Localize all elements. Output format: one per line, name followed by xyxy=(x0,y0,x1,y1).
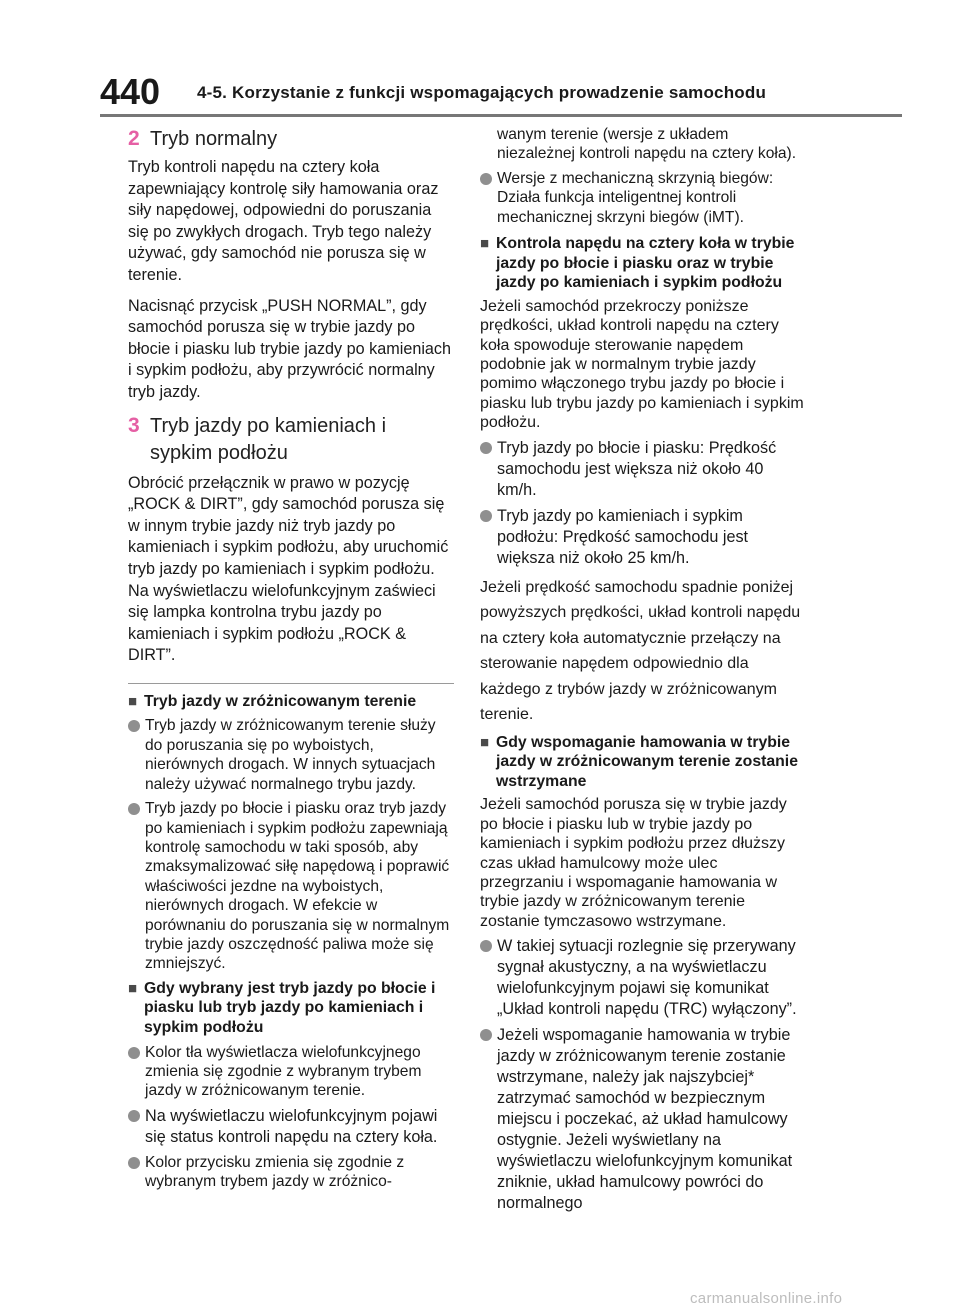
list-item-text: Tryb jazdy po błocie i piasku: Prędkość samochodu jest większa niż około 40 km/h. xyxy=(497,438,777,499)
section-paragraph: Jeżeli samochód przekroczy poniższe prędkości, układ kontroli napędu na cztery koła spowoduje sterowanie napędem podobnie jak w normalnym trybie jazdy pomimo włączonego trybu jazdy po błocie i piasku lub trybu jazdy po kamieniach i sypkim podłożu. xyxy=(480,297,804,432)
list-item-text: Na wyświetlaczu wielofunkcyjnym pojawi się status kontroli napędu na cztery koła. xyxy=(145,1106,438,1146)
list-item xyxy=(128,716,454,794)
list-item-text: Jeżeli wspomaganie hamowania w trybie jazdy w zróżnicowanym terenie zostanie wstrzymane, należy jak najszybciej* zatrzymać samochód w bezpiecznym miejscu i poczekać, aż układ hamulcowy ostygnie. Jeżeli wyświetlany na wyświetlaczu wielofunkcyjnym komunikat zniknie, układ hamulcowy powróci do normalnego xyxy=(497,1026,793,1213)
list-item xyxy=(480,438,804,501)
square-marker-icon: ■ xyxy=(128,979,138,997)
step-3-paragraph: Obrócić przełącznik w prawo w pozycję „ROCK & DIRT”, gdy samochód porusza się w innym trybie jazdy niż tryb jazdy po kamieniach i sypkim podłożu, aby uruchomić tryb jazdy po kamieniach i sypkim podłożu. Na wyświetlaczu wielofunkcyjnym zaświeci się lampka kontrolna trybu jazdy po kamieniach i sypkim podłożu „ROCK & DIRT”. xyxy=(128,473,449,665)
list-item xyxy=(480,936,804,1020)
section-heading-text: Kontrola napędu na cztery koła w trybie jazdy po błocie i piasku oraz w trybie jazdy po kamieniach i sypkim podłożu xyxy=(496,235,795,292)
bullet-dot-icon xyxy=(128,1047,140,1059)
bullet-dot-icon xyxy=(480,940,492,952)
section-paragraph: Jeżeli samochód porusza się w trybie jazdy po błocie i piasku lub w trybie jazdy po kamieniach i sypkim podłożu przez dłuższy czas układ hamulcowy może ulec przegrzaniu i wspomaganie hamowania w trybie jazdy w zróżnicowanym terenie zostanie tymczasowo wstrzymane. xyxy=(480,796,787,930)
section-heading xyxy=(128,692,454,712)
chapter-title: 4-5. Korzystanie z funkcji wspomagających prowadzenie samochodu xyxy=(197,83,767,102)
bullet-dot-icon xyxy=(480,173,492,185)
step-3-heading xyxy=(128,413,454,467)
list-item-text: Wersje z mechaniczną skrzynią biegów: Działa funkcja inteligentnej kontroli mechanicznej skrzyni biegów (iMT). xyxy=(497,169,774,226)
bullet-dot-icon xyxy=(128,1157,140,1169)
step-2-paragraph-1: Tryb kontroli napędu na cztery koła zapewniający kontrolę siły hamowania oraz siły napędowej, odpowiedni do poruszania się po zwykłych drogach. Tryb tego należy używać, gdy samochód nie porusza się w terenie. xyxy=(128,158,439,284)
list-item xyxy=(480,506,804,569)
left-column xyxy=(128,122,454,1192)
section-heading-text: Gdy wybrany jest tryb jazdy po błocie i piasku lub tryb jazdy po kamieniach i sypkim podłożu xyxy=(144,979,436,1036)
list-item-text: Tryb jazdy w zróżnicowanym terenie służy do poruszania się po wyboistych, nierównych drogach. W innych sytuacjach należy używać normalnego trybu jazdy. xyxy=(145,717,436,793)
list-item xyxy=(480,1025,804,1214)
right-column xyxy=(480,125,804,1214)
page-number: 440 xyxy=(100,71,161,112)
list-item xyxy=(128,799,454,974)
section-heading-text: Gdy wspomaganie hamowania w trybie jazdy w zróżnicowanym terenie zostanie wstrzymane xyxy=(496,733,798,790)
step-2-heading xyxy=(128,126,454,153)
list-item xyxy=(480,169,804,227)
bullet-dot-icon xyxy=(480,442,492,454)
continued-text: wanym terenie (wersje z układem niezależnej kontroli napędu na cztery koła). xyxy=(497,126,797,163)
list-item xyxy=(128,1153,454,1192)
section-heading xyxy=(480,234,804,293)
section-heading xyxy=(480,733,804,792)
bullet-dot-icon xyxy=(128,803,140,815)
watermark: carmanualsonline.info xyxy=(690,1290,843,1307)
section-paragraph: Jeżeli prędkość samochodu spadnie poniżej powyższych prędkości, układ kontroli napędu na cztery koła automatycznie przełączy na sterowanie napędem odpowiednio dla każdego z trybów jazdy w zróżnicowanym terenie. xyxy=(480,578,801,724)
bullet-dot-icon xyxy=(128,1110,140,1122)
list-item xyxy=(128,1106,454,1148)
list-item-text: Tryb jazdy po błocie i piasku oraz tryb jazdy po kamieniach i sypkim podłożu zapewniają kontrolę samochodu w taki sposób, aby zmaksymalizować siłę napędową i poprawić właściwości jezdne na wyboistych, nierównych drogach. W efekcie w porównaniu do poruszania się w normalnym trybie jazdy oszczędność paliwa może się zmniejszyć. xyxy=(145,800,450,973)
square-marker-icon: ■ xyxy=(480,235,490,253)
list-item-text: Kolor przycisku zmienia się zgodnie z wybranym trybem jazdy w zróżnico- xyxy=(145,1153,405,1191)
bullet-dot-icon xyxy=(128,720,140,732)
list-item-text: Kolor tła wyświetlacza wielofunkcyjnego zmienia się zgodnie z wybranym trybem jazdy w zróżnicowanym terenie. xyxy=(145,1043,422,1100)
step-2-paragraph-2: Nacisnąć przycisk „PUSH NORMAL”, gdy samochód porusza się w trybie jazdy po błocie i piasku lub trybie jazdy po kamieniach i sypkim podłożu, aby przywrócić normalny tryb jazdy. xyxy=(128,296,452,401)
bullet-dot-icon xyxy=(480,510,492,522)
bullet-dot-icon xyxy=(480,1029,492,1041)
list-item-text: W takiej sytuacji rozlegnie się przerywany sygnał akustyczny, a na wyświetlaczu wielofunkcyjnym pojawi się komunikat „Układ kontroli napędu (TRC) wyłączony”. xyxy=(497,937,797,1019)
header-rule xyxy=(100,114,902,117)
step-title: Tryb jazdy po kamieniach i sypkim podłożu xyxy=(150,414,387,464)
step-title: Tryb normalny xyxy=(150,128,278,150)
section-divider xyxy=(128,683,454,684)
section-heading xyxy=(128,979,454,1038)
square-marker-icon: ■ xyxy=(128,692,138,710)
step-number: 2 xyxy=(128,127,140,150)
section-heading-text: Tryb jazdy w zróżnicowanym terenie xyxy=(144,692,417,710)
step-number: 3 xyxy=(128,413,140,437)
list-item-text: Tryb jazdy po kamieniach i sypkim podłożu: Prędkość samochodu jest większa niż około 25 km/h. xyxy=(497,506,749,567)
square-marker-icon: ■ xyxy=(480,733,490,751)
list-item xyxy=(128,1043,454,1101)
